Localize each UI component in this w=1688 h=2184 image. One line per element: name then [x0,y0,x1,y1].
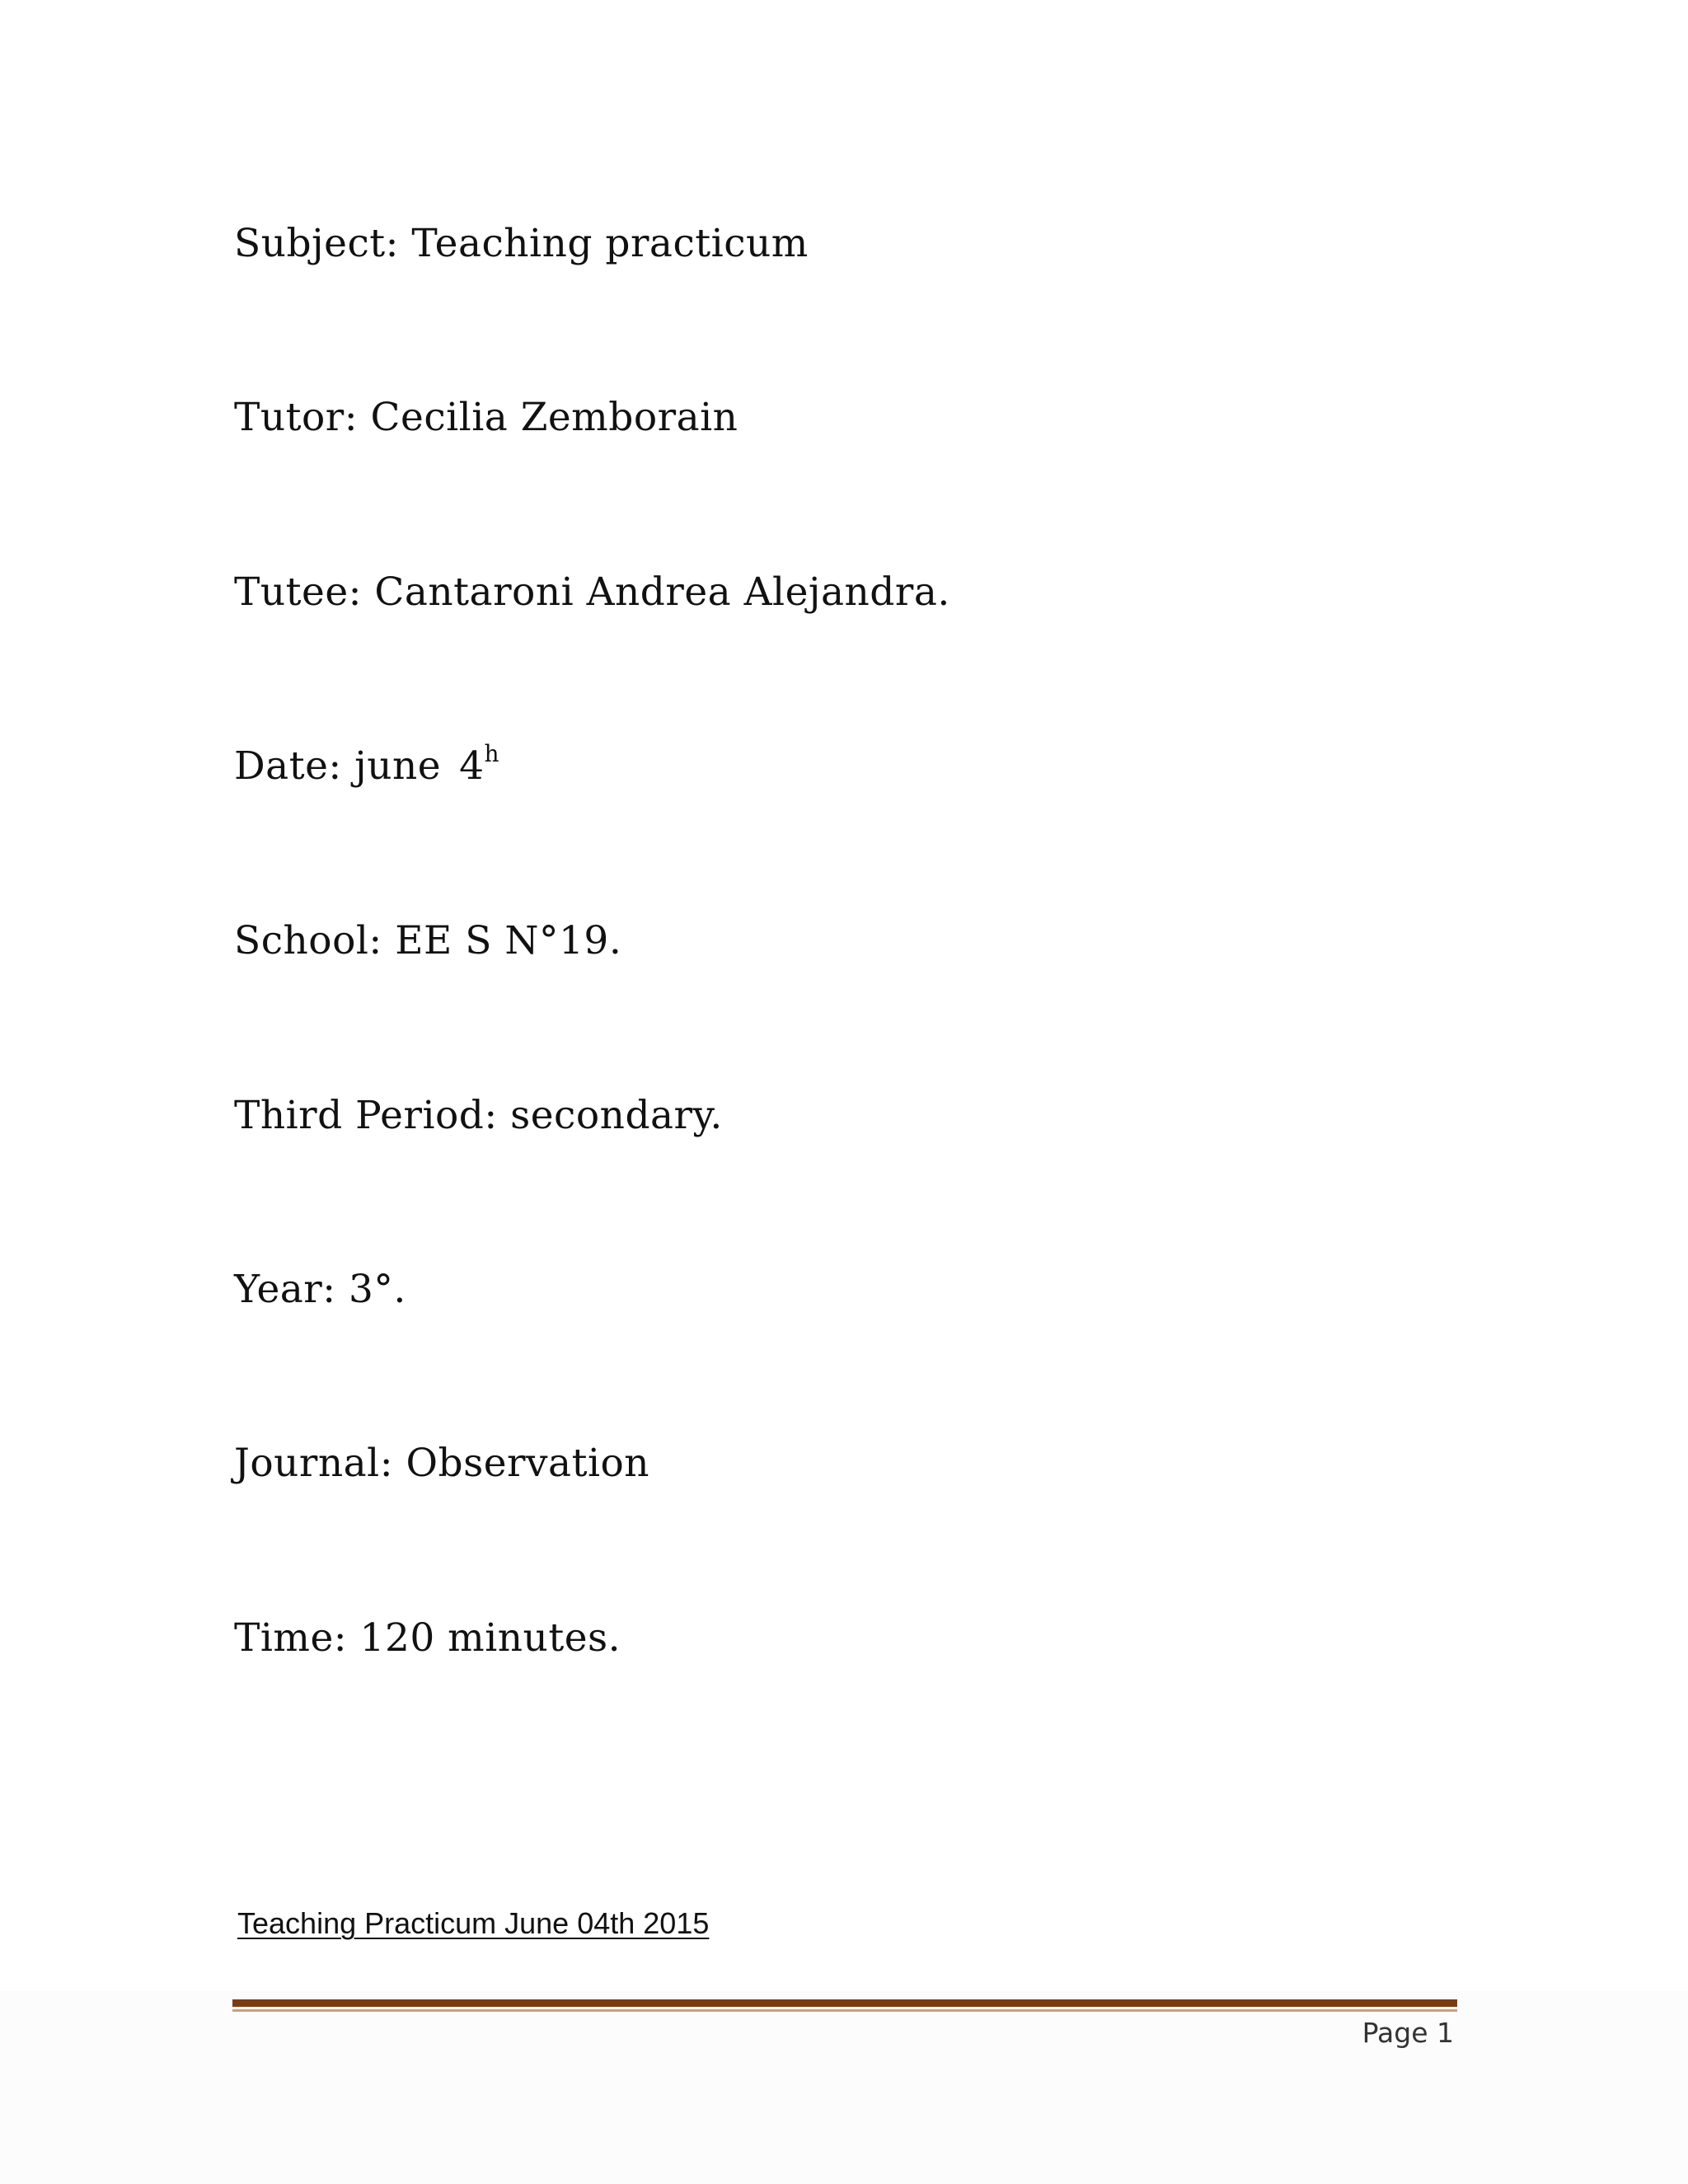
time-line: Time: 120 minutes. [234,1615,621,1661]
date-superscript: h [484,740,500,768]
footer-divider [232,1999,1457,2007]
subject-line: Subject: Teaching practicum [234,221,809,266]
tutee-line: Tutee: Cantaroni Andrea Alejandra. [234,569,950,615]
footer-title-link[interactable]: Teaching Practicum June 04th 2015 [237,1906,710,1940]
date-line [234,742,499,791]
year-line: Year: 3°. [234,1267,406,1312]
tutor-line: Tutor: Cecilia Zemborain [234,395,738,440]
page-number: Page 1 [1362,2017,1454,2049]
school-line: School: EE S N°19. [234,918,622,963]
date-label: Date: june [234,743,442,789]
period-line: Third Period: secondary. [234,1093,723,1138]
date-day: 4 [459,743,485,789]
journal-line: Journal: Observation [234,1441,650,1486]
footer-divider-accent [232,2009,1457,2012]
